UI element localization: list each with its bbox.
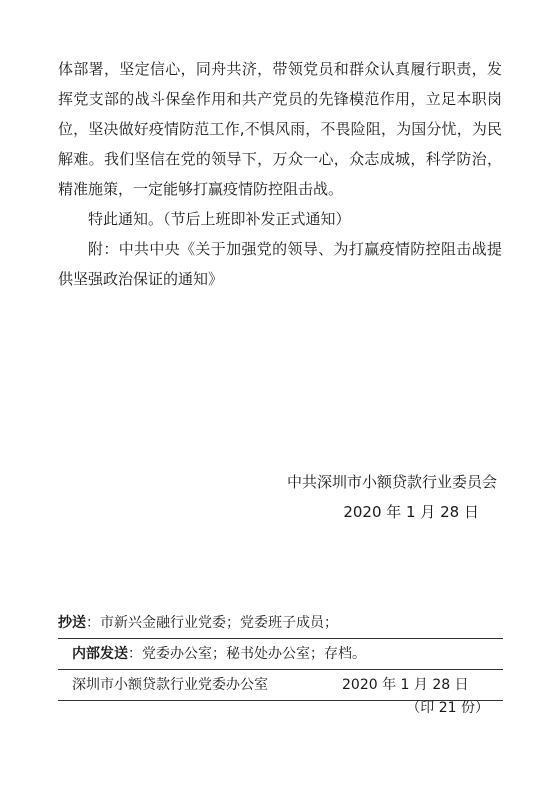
- signature-organization: 中共深圳市小额贷款行业委员会: [286, 473, 497, 491]
- signature-date: 2020 年 1 月 28 日: [343, 503, 479, 521]
- signature-block: [287, 467, 497, 527]
- cc-label: 抄送: [58, 615, 86, 631]
- body-paragraph-1: 体部署，坚定信心，同舟共济，带领党员和群众认真履行职责，发挥党支部的战斗保垒作用和共产党员的先锋模范作用，立足本职岗位，坚决做好疫情防范工作,不惧风雨，不畏险阻，为国分忧，为民解难。我们坚信在党的领导下，万众一心，众志成城，科学防治，精准施策，一定能够打赢疫情防控阻击战。: [58, 60, 502, 198]
- internal-value: ：党委办公室；秘书处办公室；存档。: [128, 646, 366, 662]
- distribution-block: [58, 608, 503, 701]
- body-paragraph-notice: 特此通知。（节后上班即补发正式通知）: [88, 210, 351, 228]
- internal-distribution-row: [58, 639, 503, 670]
- body-paragraph-attachment: 附：中共中央《关于加强党的领导、为打赢疫情防控阻击战提供坚强政治保证的通知》: [58, 240, 502, 288]
- cc-row: [58, 608, 503, 639]
- internal-label: 内部发送: [72, 646, 128, 662]
- print-count: （印 21 份）: [406, 700, 489, 716]
- cc-value: ：市新兴金融行业党委；党委班子成员；: [86, 615, 338, 631]
- body-text: [58, 54, 502, 294]
- issuing-date: 2020 年 1 月 28 日: [342, 677, 469, 693]
- issuing-office: 深圳市小额贷款行业党委办公室: [72, 677, 268, 693]
